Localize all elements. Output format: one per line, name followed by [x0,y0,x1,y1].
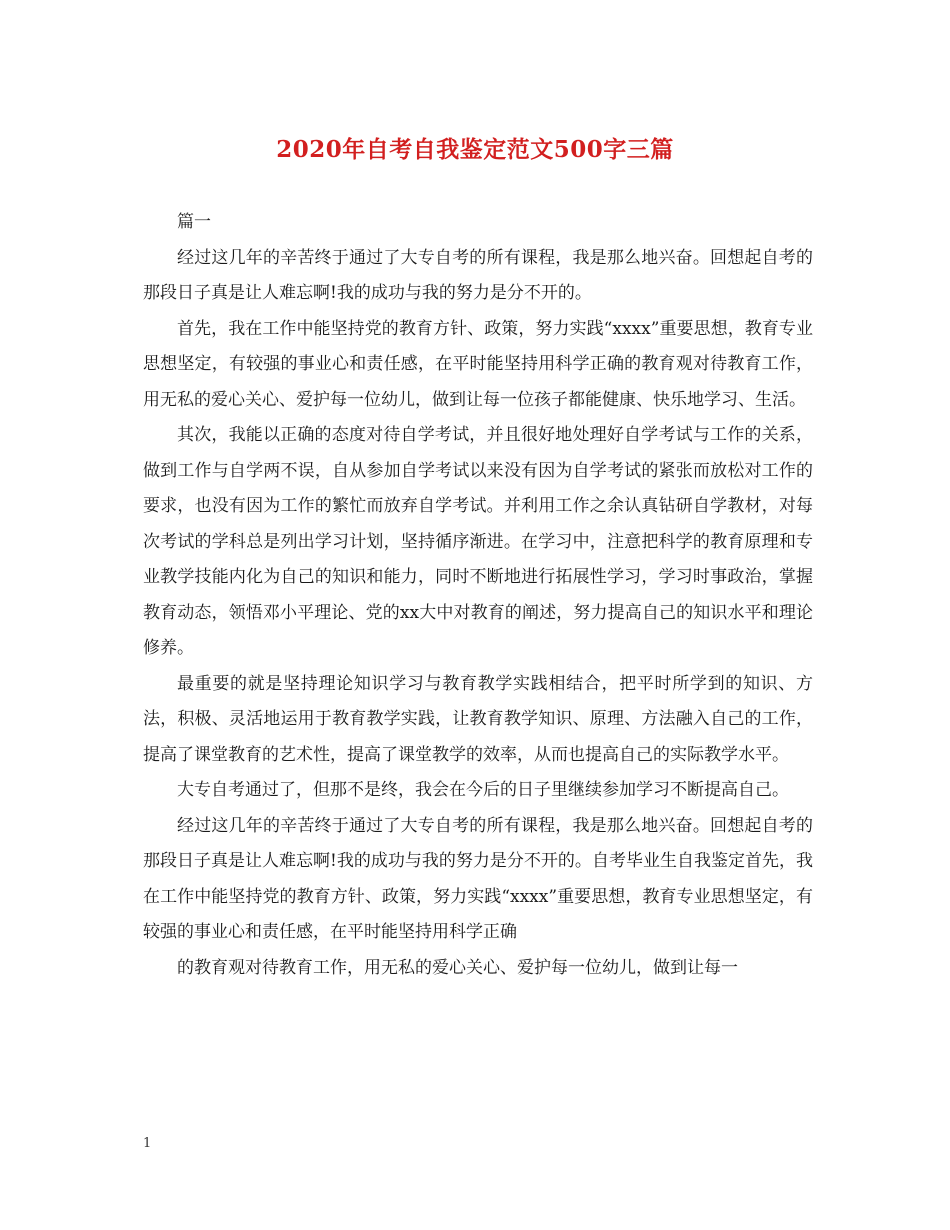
paragraph-5: 大专自考通过了，但那不是终，我会在今后的日子里继续参加学习不断提高自己。 [177,780,789,800]
document-title: 2020年自考自我鉴定范文500字三篇 [276,136,674,163]
document-body [143,205,813,986]
section-label: 篇一 [177,212,211,232]
paragraph-7-continued: 的教育观对待教育工作，用无私的爱心关心、爱护每一位幼儿，做到让每一 [177,957,738,978]
page-number: 1 [143,1136,152,1151]
paragraph-4: 最重要的就是坚持理论知识学习与教育教学实践相结合，把平时所学到的知识、方法，积极、灵活地运用于教育教学实践，让教育教学知识、原理、方法融入自己的工作，提高了课堂教育的艺术性，提高了课堂教学的效率，从而也提高自己的实际教学水平。 [143,673,813,765]
paragraph-2: 首先，我在工作中能坚持党的教育方针、政策，努力实践“xxxx”重要思想，教育专业思想坚定，有较强的事业心和责任感，在平时能坚持用科学正确的教育观对待教育工作，用无私的爱心关心、爱护每一位幼儿，做到让每一位孩子都能健康、快乐地学习、生活。 [143,318,813,410]
paragraph-3: 其次，我能以正确的态度对待自学考试，并且很好地处理好自学考试与工作的关系，做到工作与自学两不误，自从参加自学考试以来没有因为自学考试的紧张而放松对工作的要求，也没有因为工作的繁忙而放弃自学考试。并利用工作之余认真钻研自学教材，对每次考试的学科总是列出学习计划，坚持循序渐进。在学习中，注意把科学的教育原理和专业教学技能内化为自己的知识和能力，同时不断地进行拓展性学习，学习时事政治，掌握教育动态，领悟邓小平理论、党的xx大中对教育的阐述，努力提高自己的知识水平和理论修养。 [143,425,813,658]
paragraph-1: 经过这几年的辛苦终于通过了大专自考的所有课程，我是那么地兴奋。回想起自考的那段日子真是让人难忘啊!我的成功与我的努力是分不开的。 [143,247,813,303]
paragraph-6: 经过这几年的辛苦终于通过了大专自考的所有课程，我是那么地兴奋。回想起自考的那段日子真是让人难忘啊!我的成功与我的努力是分不开的。自考毕业生自我鉴定首先，我在工作中能坚持党的教育方针、政策，努力实践“xxxx”重要思想，教育专业思想坚定，有较强的事业心和责任感，在平时能坚持用科学正确 [143,815,813,942]
